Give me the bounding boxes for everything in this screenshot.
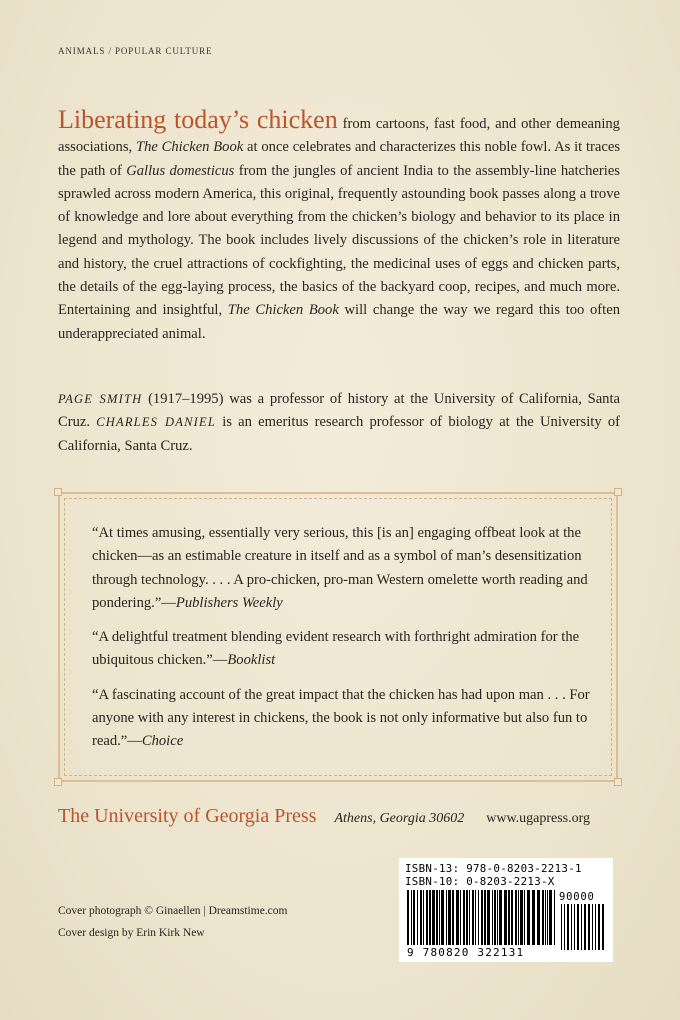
barcode-bar <box>499 890 502 945</box>
cover-credits <box>58 900 287 944</box>
description-paragraph <box>58 105 621 346</box>
barcode-addon-bar <box>598 904 600 950</box>
review-quote <box>92 626 592 673</box>
barcode-bar <box>524 890 525 945</box>
barcode-bar <box>527 890 530 945</box>
quote-text: “A delightful treatment blending evident research with forthright admiration for the ubiquitous chicken.”— <box>92 629 580 669</box>
frame-ornament <box>614 488 622 496</box>
isbn10-label: ISBN-10: 0-8203-2213-X <box>405 875 555 888</box>
barcode-addon-bar <box>564 904 565 950</box>
quote-text: “At times amusing, essentially very serious, this [is an] engaging offbeat look at the chicken—as an estimable creature in itself and as a symbol of man’s desensitization through technology. . . . A pro-chicken, pro-man Western omelette worth reading and pondering.”— <box>92 525 588 611</box>
barcode-bar <box>452 890 454 945</box>
quote-text: “A fascinating account of the great impact that the chicken has had upon man . . . For anyone with any interest in chickens, the book is not only informative but also fun to read.”— <box>92 686 590 750</box>
frame-ornament <box>614 778 622 786</box>
barcode-addon-bar <box>574 904 575 950</box>
bio-text: is an emeritus research professor of biology at the University of California, Santa Cruz. <box>58 414 620 454</box>
barcode-bar <box>420 890 422 945</box>
bio-text: (1917–1995) was a professor of history at the University of California, Santa Cruz. <box>58 391 620 431</box>
barcode-bar <box>537 890 540 945</box>
barcode-bar <box>472 890 474 945</box>
barcode-bar <box>426 890 428 945</box>
barcode-bar <box>492 890 493 945</box>
barcode-bar <box>417 890 418 945</box>
frame-ornament <box>54 778 62 786</box>
lead-phrase: Liberating today’s chicken <box>58 105 338 134</box>
barcode-bar <box>469 890 470 945</box>
blurb-text: will change the way we regard this too often underappreciated animal. <box>58 302 620 342</box>
barcode-bar <box>520 890 523 945</box>
quote-source: Publishers Weekly <box>175 594 283 611</box>
book-title: The Chicken Book <box>227 302 339 319</box>
barcode-bar <box>432 890 435 945</box>
isbn13-label: ISBN-13: 978-0-8203-2213-1 <box>405 862 582 875</box>
barcode-bar <box>549 890 552 945</box>
publisher-line <box>58 805 618 828</box>
quote-source: Choice <box>141 733 184 750</box>
review-quote <box>92 522 592 615</box>
author-name: PAGE SMITH <box>58 392 143 406</box>
barcode-bar <box>411 890 412 945</box>
barcode-bar <box>497 890 498 945</box>
barcode-bar <box>515 890 517 945</box>
barcode-bar <box>494 890 496 945</box>
barcode-bar <box>460 890 461 945</box>
barcode-bar <box>532 890 535 945</box>
barcode-addon-bar <box>595 904 596 950</box>
barcode-addon-bar <box>581 904 582 950</box>
species-name: Gallus domesticus <box>126 162 235 179</box>
photo-credit: Cover photograph © Ginaellen | Dreamstime.com <box>58 905 288 917</box>
barcode-addon-bar <box>588 904 590 950</box>
barcode-digits: 9 780820 322131 <box>407 946 525 959</box>
barcode-bar <box>407 890 409 945</box>
barcode-bar <box>439 890 440 945</box>
barcode-bar <box>446 890 447 945</box>
barcode-bar <box>463 890 465 945</box>
publisher-name: The University of Georgia Press <box>58 805 317 827</box>
isbn-barcode <box>399 858 613 962</box>
barcode-bar <box>542 890 544 945</box>
barcode-bar <box>429 890 431 945</box>
barcode-bar <box>413 890 415 945</box>
blurb-text: at once celebrates and characterizes this noble fowl. As it traces the path of <box>58 139 621 179</box>
barcode-addon-bar <box>561 904 562 950</box>
barcode-bar <box>481 890 483 945</box>
barcode-addon-bar <box>571 904 572 950</box>
barcode-bar <box>441 890 444 945</box>
barcode-addon-bar <box>577 904 579 950</box>
barcode-addon-bar <box>602 904 604 950</box>
barcode-bar <box>448 890 451 945</box>
barcode-bar <box>518 890 519 945</box>
frame-ornament <box>54 488 62 496</box>
barcode-bar <box>545 890 546 945</box>
barcode-bar <box>466 890 468 945</box>
book-title: The Chicken Book <box>135 139 244 156</box>
author-bio <box>58 388 620 458</box>
barcode-bar <box>423 890 424 945</box>
barcode-bar <box>547 890 548 945</box>
barcode-bar <box>456 890 459 945</box>
barcode-bar <box>487 890 490 945</box>
barcode-bar <box>508 890 510 945</box>
blurb-text: from cartoons, fast food, and other demeaning associations, <box>58 116 620 156</box>
barcode-bar <box>436 890 438 945</box>
quote-source: Booklist <box>227 652 276 669</box>
author-name: CHARLES DANIEL <box>96 415 216 430</box>
review-quote <box>92 684 592 754</box>
barcode-addon-bar <box>592 904 593 950</box>
barcode-bar <box>511 890 513 945</box>
category-label: ANIMALS / POPULAR CULTURE <box>58 46 213 56</box>
barcode-addon-bar <box>567 904 569 950</box>
barcode-bar <box>478 890 479 945</box>
barcode-bar <box>554 890 555 945</box>
barcode-addon-digits: 90000 <box>559 891 595 903</box>
publisher-city: Athens, Georgia 30602 <box>334 811 465 826</box>
barcode-bar <box>475 890 476 945</box>
barcode-bar <box>484 890 486 945</box>
review-quotes <box>92 522 592 765</box>
barcode-addon-bar <box>584 904 586 950</box>
barcode-bar <box>504 890 507 945</box>
blurb-text: from the jungles of ancient India to the assembly-line hatcheries sprawled across modern America, this original, frequently astounding book passes along a trove of knowledge and lore about everything from the chicken’s biology and behavior to its place in legend and mythology. The book includes lively discussions of the chicken’s role in literature and history, the cruel attractions of cockfighting, the medicinal uses of eggs and chicken parts, the details of the egg-laying process, the basics of the backyard coop, recipes, and much more. Entertaining and insightful, <box>58 162 620 319</box>
design-credit: Cover design by Erin Kirk New <box>58 927 205 939</box>
publisher-url[interactable]: www.ugapress.org <box>486 811 591 826</box>
